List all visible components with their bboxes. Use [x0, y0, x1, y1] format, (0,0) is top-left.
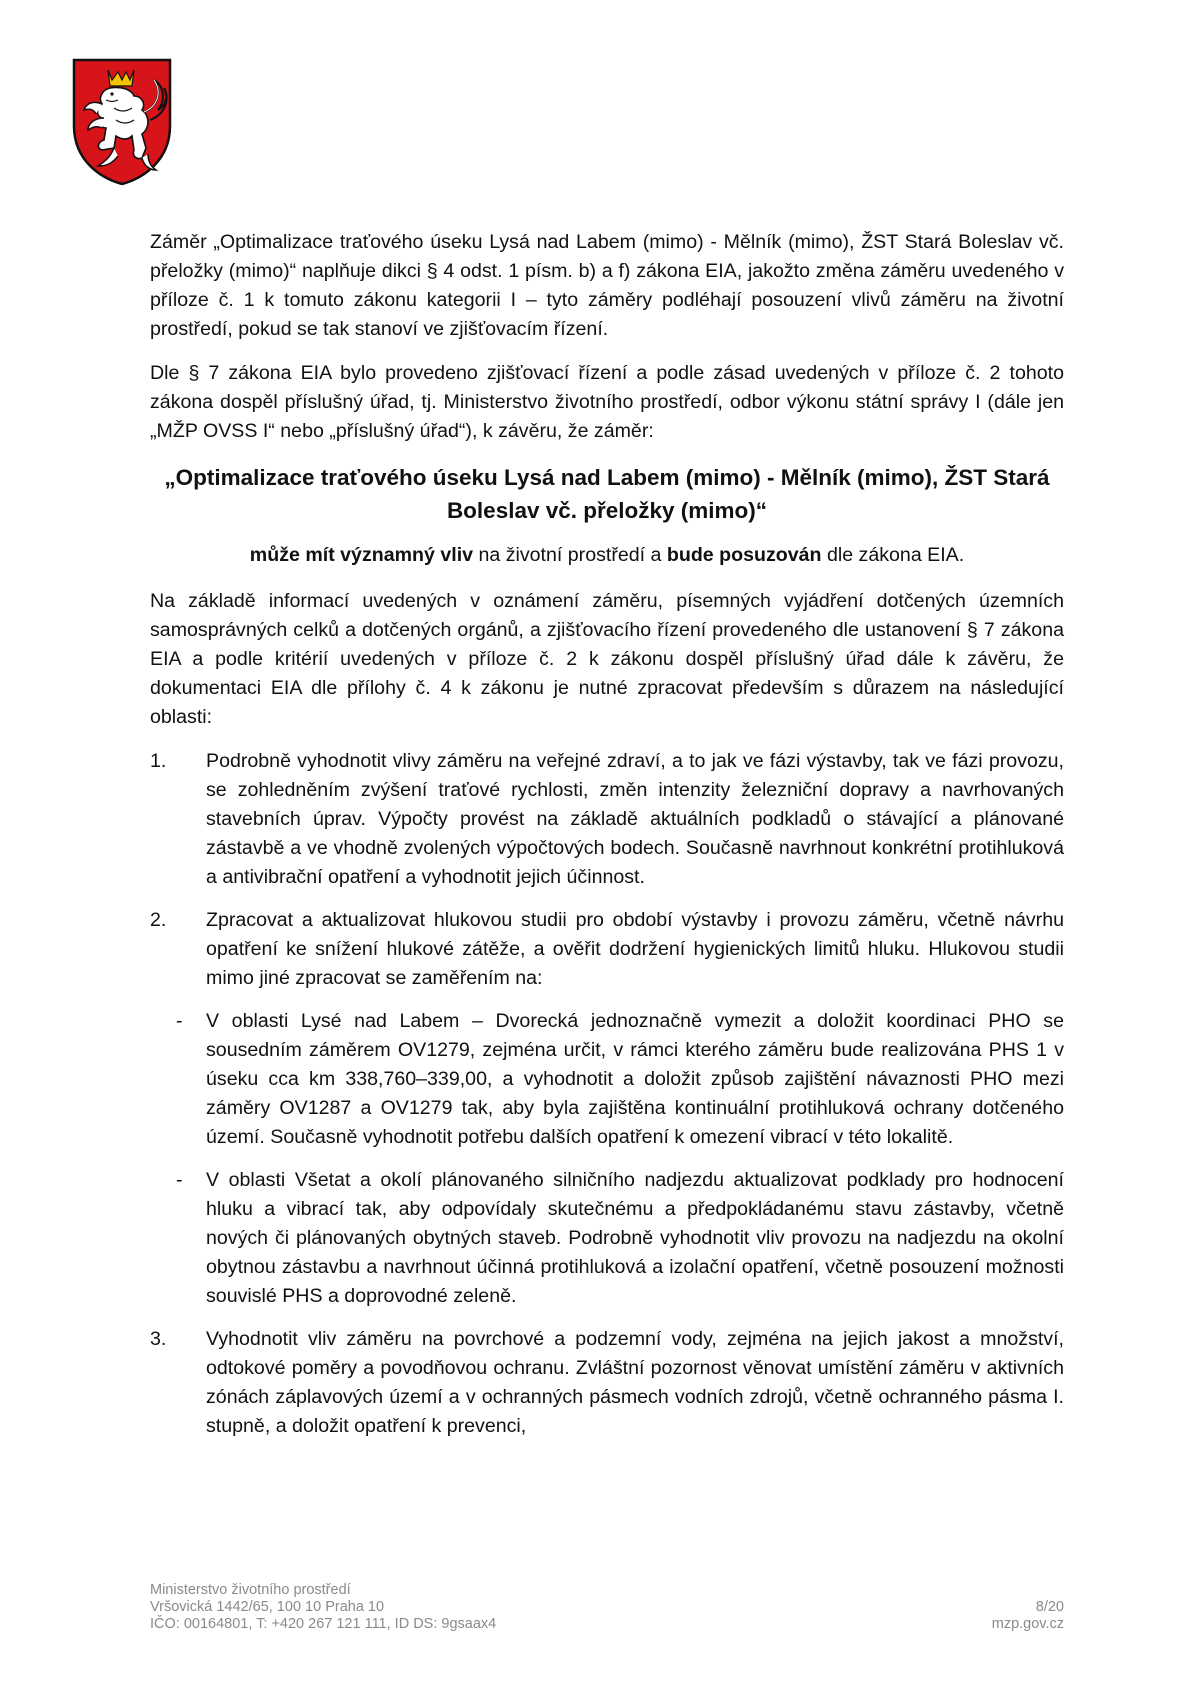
list-item: [150, 747, 1064, 892]
intro-paragraph: Záměr „Optimalizace traťového úseku Lysá nad Labem (mimo) - Mělník (mimo), ŽST Stará Boleslav vč. přeložky (mimo)“ naplňuje dikci § 4 odst. 1 písm. b) a f) zákona EIA, jakožto změna záměru uvedeného v příloze č. 1 k tomuto zákonu kategorii I – tyto záměry podléhají posouzení vlivů záměru na životní prostředí, pokud se tak stanoví ve zjišťovacím řízení.: [150, 231, 1064, 340]
list-item: [150, 1325, 1064, 1441]
sub-list-item-text: V oblasti Lysé nad Labem – Dvorecká jednoznačně vymezit a doložit koordinaci PHO se sousedním záměrem OV1279, zejména určit, v rámci kterého záměru bude realizována PHS 1 v úseku cca km 338,760–339,00, a vyhodnotit a doložit způsob zajištění návaznosti PHO mezi záměry OV1287 a OV1279 tak, aby byla zajištěna kontinuální protihluková ochrany dotčeného území. Současně vyhodnotit potřebu dalších opatření k omezení vibrací v této lokalitě.: [206, 1010, 1064, 1148]
sub-list-item-marker: -: [176, 1169, 183, 1191]
sub-list-item-marker: -: [176, 1010, 183, 1032]
footer-website: mzp.gov.cz: [991, 1616, 1064, 1632]
list-item-text: Vyhodnotit vliv záměru na povrchové a podzemní vody, zejména na jejich jakost a množství, odtokové poměry a povodňovou ochranu. Zvláštní pozornost věnovat umístění záměru v aktivních zónách záplavových území a v ochranných pásmech vodních zdrojů, včetně ochranného pásma I. stupně, a doložit opatření k prevenci,: [206, 1328, 1064, 1437]
sub-list-item-text: V oblasti Všetat a okolí plánovaného silničního nadjezdu aktualizovat podklady pro hodnocení hluku a vibrací tak, aby odpovídaly skutečnému a předpokládanému stavu zástavby, včetně nových či plánovaných obytných staveb. Podrobně vyhodnotit vliv provozu na nadjezdu na okolní obytnou zástavbu a navrhnout účinná protihluková a izolační opatření, včetně posouzení možnosti souvislé PHS a doprovodné zeleně.: [206, 1169, 1064, 1307]
verdict-statement: [150, 541, 1064, 570]
page-footer: [150, 1582, 1064, 1633]
footer-address: Vršovická 1442/65, 100 10 Praha 10: [150, 1599, 385, 1615]
list-item-text: Zpracovat a aktualizovat hlukovou studii pro období výstavby i provozu záměru, včetně návrhu opatření ke snížení hlukové zátěže, a ověřit dodržení hygienických limitů hluku. Hlukovou studii mimo jiné zpracovat se zaměřením na:: [206, 909, 1064, 989]
page-number: 8/20: [1035, 1599, 1064, 1615]
list-item-number: 2.: [150, 909, 167, 931]
footer-contacts: IČO: 00164801, T: +420 267 121 111, ID DS: 9gsaax4: [150, 1616, 497, 1632]
czech-coat-of-arms-lion-icon: [70, 56, 174, 188]
list-item-number: 3.: [150, 1328, 167, 1350]
procedure-paragraph: Dle § 7 zákona EIA bylo provedeno zjišťovací řízení a podle zásad uvedených v příloze č. 2 tohoto zákona dospěl příslušný úřad, tj. Ministerstvo životního prostředí, odbor výkonu státní správy I (dále jen „MŽP OVSS I“ nebo „příslušný úřad“), k závěru, že záměr:: [150, 362, 1064, 442]
document-body: [150, 228, 1064, 1455]
verdict-bold-2: bude posuzován: [666, 544, 822, 566]
verdict-bold-1: může mít významný vliv: [249, 544, 474, 566]
sub-list-item: [150, 1166, 1064, 1311]
conclusion-paragraph: Na základě informací uvedených v oznámení záměru, písemných vyjádření dotčených územních samosprávných celků a dotčených orgánů, a zjišťovacího řízení provedeného dle ustanovení § 7 zákona EIA a podle kritérií uvedených v příloze č. 2 k zákonu dospěl příslušný úřad dále k závěru, že dokumentaci EIA dle přílohy č. 4 k zákonu je nutné zpracovat především s důrazem na následující oblasti:: [150, 590, 1064, 728]
footer-ministry: Ministerstvo životního prostředí: [150, 1582, 351, 1598]
list-item-text: Podrobně vyhodnotit vlivy záměru na veřejné zdraví, a to jak ve fázi výstavby, tak ve fázi provozu, se zohledněním zvýšení traťové rychlosti, změn intenzity železniční dopravy a navrhovaných stavebních úprav. Výpočty provést na základě aktuálních podkladů o stávající a plánované zástavbě a ve vhodně zvolených výpočtových bodech. Současně navrhnout konkrétní protihluková a antivibrační opatření a vyhodnotit jejich účinnost.: [206, 750, 1064, 888]
list-item: [150, 906, 1064, 993]
verdict-text-1: na životní prostředí a: [473, 544, 667, 566]
sub-list-item: [150, 1007, 1064, 1152]
verdict-text-2: dle zákona EIA.: [821, 544, 965, 566]
project-title: „Optimalizace traťového úseku Lysá nad Labem (mimo) - Mělník (mimo), ŽST Stará Boleslav vč. přeložky (mimo)“: [164, 465, 1050, 523]
list-item-number: 1.: [150, 750, 167, 772]
